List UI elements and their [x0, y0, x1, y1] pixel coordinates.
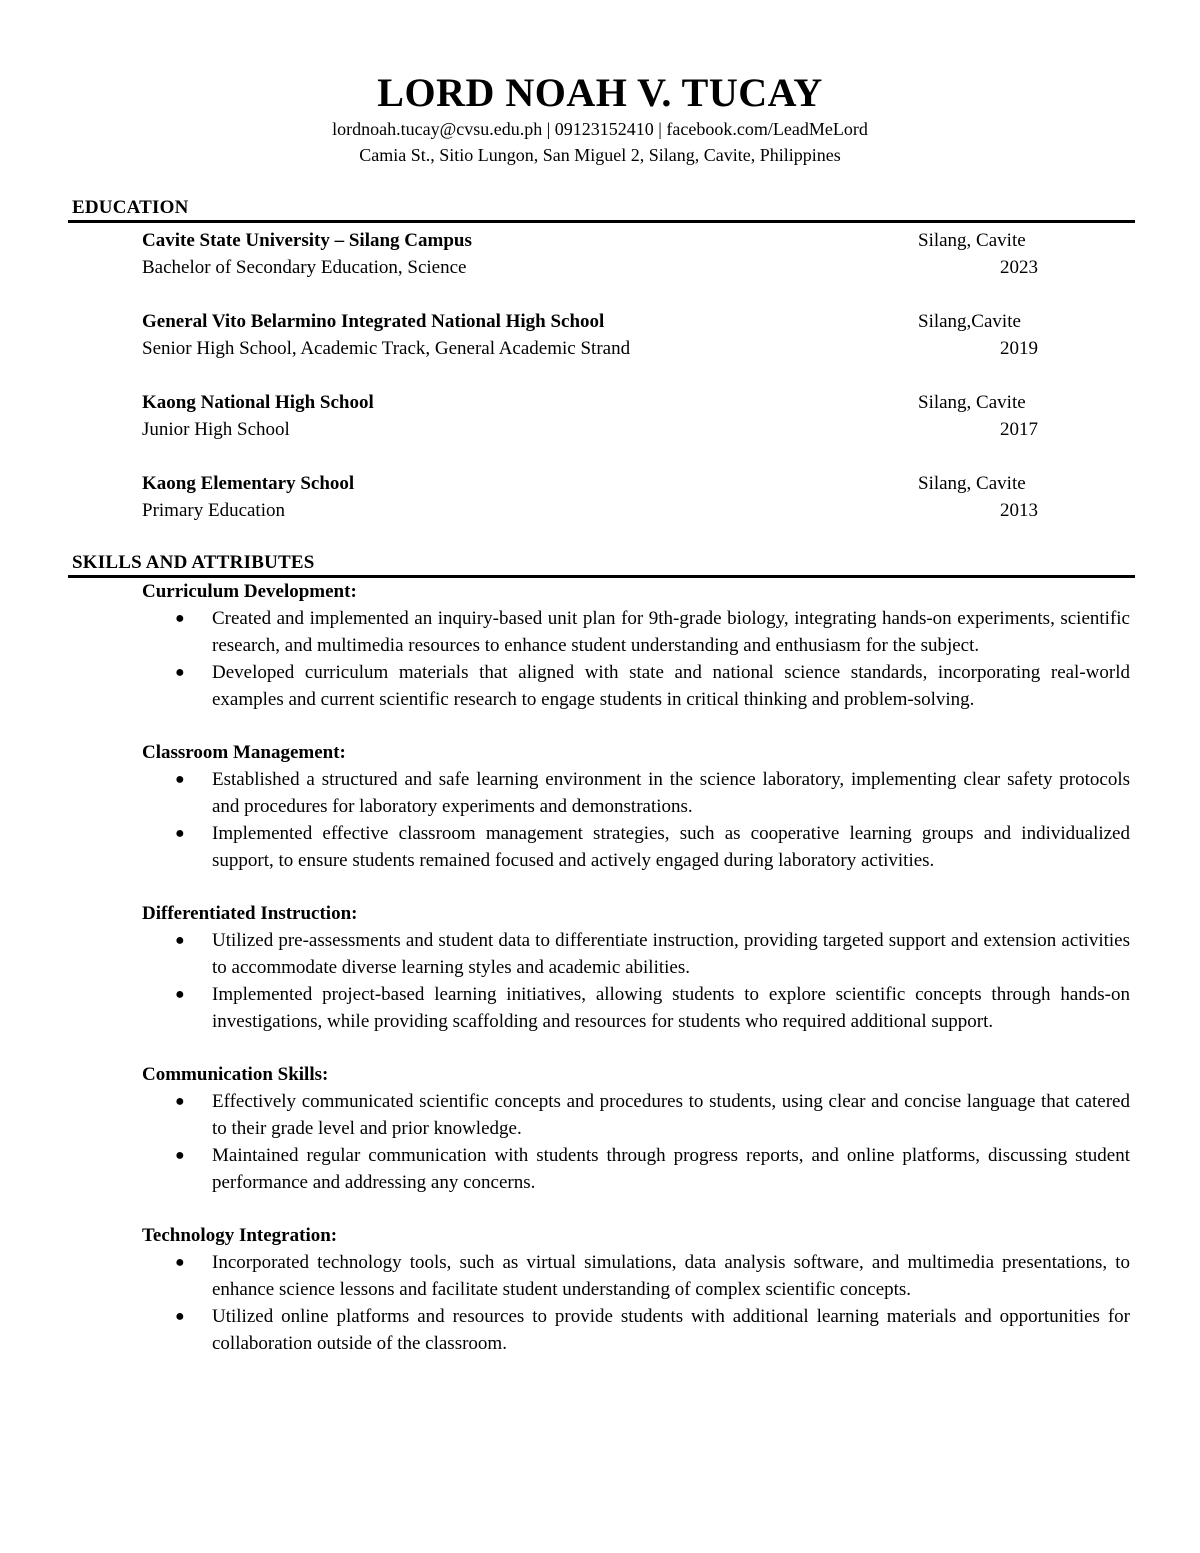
skill-title: Classroom Management:: [142, 742, 346, 763]
skill-bullets: [142, 605, 1130, 713]
education-entry: [142, 308, 1040, 362]
skills-section: [70, 551, 1130, 1357]
skill-block: [142, 578, 1130, 713]
bullet-text: Established a structured and safe learning environment in the science laboratory, implementing clear safety protocols and procedures for laboratory experiments and demonstrations.: [212, 769, 1130, 817]
bullet-item: [142, 1249, 1130, 1303]
school-name: General Vito Belarmino Integrated National High School: [142, 311, 605, 332]
education-entry: [142, 470, 1040, 524]
bullet-icon: ●: [175, 1308, 185, 1325]
education-list: [142, 227, 1040, 524]
graduation-year: 2013: [1000, 500, 1038, 521]
bullet-item: [142, 1088, 1130, 1142]
bullet-item: [142, 981, 1130, 1035]
education-row-top: [142, 470, 1040, 497]
graduation-year: 2023: [1000, 257, 1038, 278]
resume-header: [70, 70, 1130, 168]
school-location: Silang,Cavite: [918, 311, 1021, 332]
skills-list: [70, 578, 1130, 1357]
school-location: Silang, Cavite: [918, 392, 1026, 413]
bullet-icon: ●: [175, 1147, 185, 1164]
program-name: Bachelor of Secondary Education, Science: [142, 257, 467, 278]
bullet-item: [142, 659, 1130, 713]
bullet-icon: ●: [175, 825, 185, 842]
skill-block: [142, 1222, 1130, 1357]
bullet-icon: ●: [175, 986, 185, 1003]
bullet-text: Implemented project-based learning initiatives, allowing students to explore scientific concepts through hands-on investigations, while providing scaffolding and resources for students who required additional support.: [212, 984, 1130, 1032]
bullet-text: Maintained regular communication with students through progress reports, and online platforms, discussing student performance and addressing any concerns.: [212, 1145, 1130, 1193]
school-location: Silang, Cavite: [918, 230, 1026, 251]
bullet-icon: ●: [175, 771, 185, 788]
graduation-year: 2019: [1000, 338, 1038, 359]
bullet-text: Created and implemented an inquiry-based unit plan for 9th-grade biology, integrating hands-on experiments, scientific research, and multimedia resources to enhance student understanding and enthusiasm for the subject.: [212, 608, 1130, 656]
skill-title: Curriculum Development:: [142, 581, 357, 602]
bullet-text: Utilized pre-assessments and student data to differentiate instruction, providing targeted support and extension activities to accommodate diverse learning styles and academic abilities.: [212, 930, 1130, 978]
section-title-education: EDUCATION: [72, 197, 189, 218]
contact-line: lordnoah.tucay@cvsu.edu.ph | 09123152410 | facebook.com/LeadMeLord: [332, 119, 868, 139]
bullet-item: [142, 605, 1130, 659]
education-row-top: [142, 308, 1040, 335]
skill-block: [142, 739, 1130, 874]
education-entry: [142, 389, 1040, 443]
bullet-item: [142, 766, 1130, 820]
skill-bullets: [142, 1088, 1130, 1196]
bullet-text: Incorporated technology tools, such as virtual simulations, data analysis software, and multimedia presentations, to enhance science lessons and facilitate student understanding of complex scientific concepts.: [212, 1252, 1130, 1300]
skill-block: [142, 900, 1130, 1035]
program-name: Junior High School: [142, 419, 290, 440]
skill-bullets: [142, 1249, 1130, 1357]
program-name: Primary Education: [142, 500, 285, 521]
bullet-text: Utilized online platforms and resources to provide students with additional learning materials and opportunities for collaboration outside of the classroom.: [212, 1306, 1130, 1354]
education-section: [70, 196, 1130, 524]
education-entry: [142, 227, 1040, 281]
bullet-text: Implemented effective classroom management strategies, such as cooperative learning groups and individualized support, to ensure students remained focused and actively engaged during laboratory activities.: [212, 823, 1130, 871]
skill-bullets: [142, 927, 1130, 1035]
bullet-text: Effectively communicated scientific concepts and procedures to students, using clear and concise language that catered to their grade level and prior knowledge.: [212, 1091, 1130, 1139]
skill-title: Technology Integration:: [142, 1225, 338, 1246]
education-row-top: [142, 389, 1040, 416]
bullet-item: [142, 1142, 1130, 1196]
bullet-item: [142, 820, 1130, 874]
program-name: Senior High School, Academic Track, General Academic Strand: [142, 338, 631, 359]
bullet-icon: ●: [175, 1093, 185, 1110]
education-row-top: [142, 227, 1040, 254]
bullet-icon: ●: [175, 932, 185, 949]
skill-title: Communication Skills:: [142, 1064, 329, 1085]
education-row-bottom: [142, 416, 1040, 443]
section-title-skills: SKILLS AND ATTRIBUTES: [72, 552, 315, 573]
school-location: Silang, Cavite: [918, 473, 1026, 494]
bullet-text: Developed curriculum materials that aligned with state and national science standards, incorporating real-world examples and current scientific research to engage students in critical thinking and problem-solving.: [212, 662, 1130, 710]
education-row-bottom: [142, 335, 1040, 362]
bullet-icon: ●: [175, 1254, 185, 1271]
education-row-bottom: [142, 254, 1040, 281]
graduation-year: 2017: [1000, 419, 1038, 440]
address-line: Camia St., Sitio Lungon, San Miguel 2, Silang, Cavite, Philippines: [359, 145, 841, 165]
bullet-icon: ●: [175, 664, 185, 681]
skill-bullets: [142, 766, 1130, 874]
section-divider: [68, 220, 1135, 223]
school-name: Kaong Elementary School: [142, 473, 355, 494]
school-name: Kaong National High School: [142, 392, 374, 413]
education-row-bottom: [142, 497, 1040, 524]
bullet-item: [142, 1303, 1130, 1357]
skill-block: [142, 1061, 1130, 1196]
bullet-icon: ●: [175, 610, 185, 627]
bullet-item: [142, 927, 1130, 981]
school-name: Cavite State University – Silang Campus: [142, 230, 472, 251]
skill-title: Differentiated Instruction:: [142, 903, 358, 924]
candidate-name: LORD NOAH V. TUCAY: [377, 70, 823, 115]
